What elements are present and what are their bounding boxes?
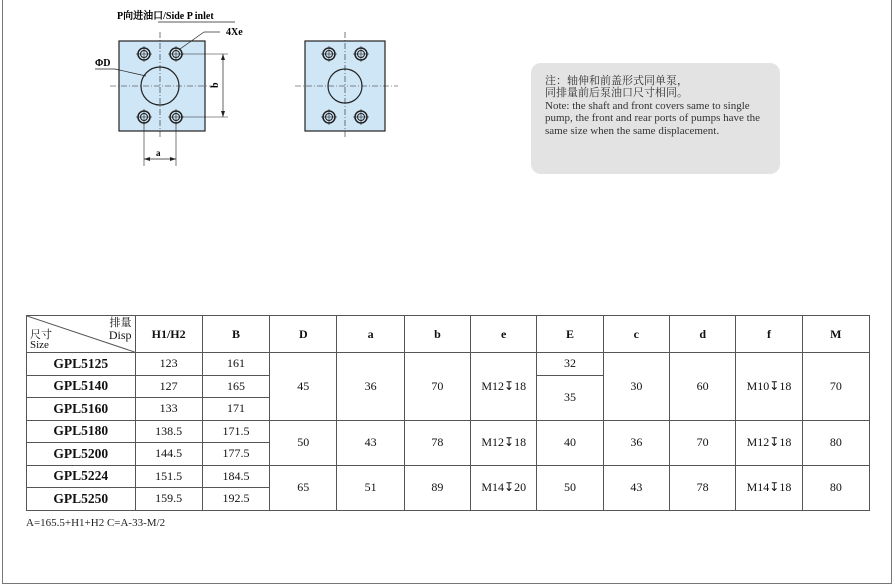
spec-table bbox=[26, 315, 870, 511]
table-row bbox=[27, 420, 870, 443]
E-cell: 50 bbox=[537, 465, 603, 510]
header-h1h2: H1/H2 bbox=[135, 316, 202, 353]
h-cell: 127 bbox=[135, 375, 202, 398]
model-cell: GPL5180 bbox=[27, 420, 136, 443]
d-cell: 60 bbox=[670, 353, 736, 421]
dia-label: ΦD bbox=[95, 58, 111, 69]
header-f: f bbox=[736, 316, 802, 353]
dim-b-label: b bbox=[210, 82, 221, 88]
B-cell: 184.5 bbox=[202, 465, 269, 488]
D-cell: 45 bbox=[270, 353, 337, 421]
d-cell: 70 bbox=[670, 420, 736, 465]
header-b: b bbox=[404, 316, 470, 353]
model-cell: GPL5224 bbox=[27, 465, 136, 488]
note-en-text: Note: the shaft and front covers same to single pump, the front and rear ports of pumps have the same size when the same displacement. bbox=[545, 99, 761, 137]
c-cell: 43 bbox=[603, 465, 669, 510]
note-box bbox=[531, 63, 780, 174]
header-M: M bbox=[802, 316, 869, 353]
e-cell: M12↧18 bbox=[471, 420, 537, 465]
a-cell: 43 bbox=[337, 420, 404, 465]
E-cell: 32 bbox=[537, 353, 603, 376]
h-cell: 138.5 bbox=[135, 420, 202, 443]
table-row bbox=[27, 353, 870, 376]
f-cell: M12↧18 bbox=[736, 420, 802, 465]
note-cn-line1: 注：轴伸和前盖形式同单泵， bbox=[545, 74, 688, 87]
d-cell: 78 bbox=[670, 465, 736, 510]
c-cell: 36 bbox=[603, 420, 669, 465]
B-cell: 161 bbox=[202, 353, 269, 376]
D-cell: 50 bbox=[270, 420, 337, 465]
b-cell: 78 bbox=[404, 420, 470, 465]
E-cell: 35 bbox=[537, 375, 603, 420]
a-cell: 51 bbox=[337, 465, 404, 510]
hole-label: 4Xe bbox=[226, 27, 243, 38]
f-cell: M10↧18 bbox=[736, 353, 802, 421]
e-cell: M12↧18 bbox=[471, 353, 537, 421]
header-disp-en: Disp bbox=[108, 328, 132, 342]
B-cell: 171 bbox=[202, 398, 269, 421]
header-size-cn: 尺寸 bbox=[30, 328, 52, 341]
M-cell: 80 bbox=[802, 465, 869, 510]
h-cell: 133 bbox=[135, 398, 202, 421]
note-cn-line2: 同排量前后泵油口尺寸相同。 bbox=[545, 86, 688, 100]
model-cell: GPL5160 bbox=[27, 398, 136, 421]
header-disp bbox=[109, 317, 132, 341]
header-size bbox=[30, 329, 52, 351]
header-D: D bbox=[270, 316, 337, 353]
B-cell: 177.5 bbox=[202, 443, 269, 466]
M-cell: 70 bbox=[802, 353, 869, 421]
port-drawing bbox=[80, 4, 420, 174]
h-cell: 151.5 bbox=[135, 465, 202, 488]
a-cell: 36 bbox=[337, 353, 404, 421]
table-row bbox=[27, 465, 870, 488]
E-cell: 40 bbox=[537, 420, 603, 465]
header-d: d bbox=[670, 316, 736, 353]
b-cell: 89 bbox=[404, 465, 470, 510]
M-cell: 80 bbox=[802, 420, 869, 465]
header-B: B bbox=[202, 316, 269, 353]
B-cell: 192.5 bbox=[202, 488, 269, 511]
header-row bbox=[27, 316, 870, 353]
header-corner bbox=[27, 316, 136, 353]
B-cell: 171.5 bbox=[202, 420, 269, 443]
e-cell: M14↧20 bbox=[471, 465, 537, 510]
header-e: e bbox=[471, 316, 537, 353]
formula-note: A=165.5+H1+H2 C=A-33-M/2 bbox=[26, 517, 166, 529]
header-E: E bbox=[537, 316, 603, 353]
h-cell: 159.5 bbox=[135, 488, 202, 511]
h-cell: 123 bbox=[135, 353, 202, 376]
D-cell: 65 bbox=[270, 465, 337, 510]
header-c: c bbox=[603, 316, 669, 353]
port-drawing-svg bbox=[80, 4, 420, 174]
model-cell: GPL5140 bbox=[27, 375, 136, 398]
header-a: a bbox=[337, 316, 404, 353]
model-cell: GPL5200 bbox=[27, 443, 136, 466]
b-cell: 70 bbox=[404, 353, 470, 421]
header-size-en: Size bbox=[30, 339, 49, 351]
f-cell: M14↧18 bbox=[736, 465, 802, 510]
B-cell: 165 bbox=[202, 375, 269, 398]
model-cell: GPL5125 bbox=[27, 353, 136, 376]
model-cell: GPL5250 bbox=[27, 488, 136, 511]
dim-a-label: a bbox=[156, 148, 161, 158]
h-cell: 144.5 bbox=[135, 443, 202, 466]
c-cell: 30 bbox=[603, 353, 669, 421]
header-disp-cn: 排量 bbox=[109, 316, 132, 329]
drawing-title: P向进油口/Side P inlet bbox=[117, 11, 214, 22]
